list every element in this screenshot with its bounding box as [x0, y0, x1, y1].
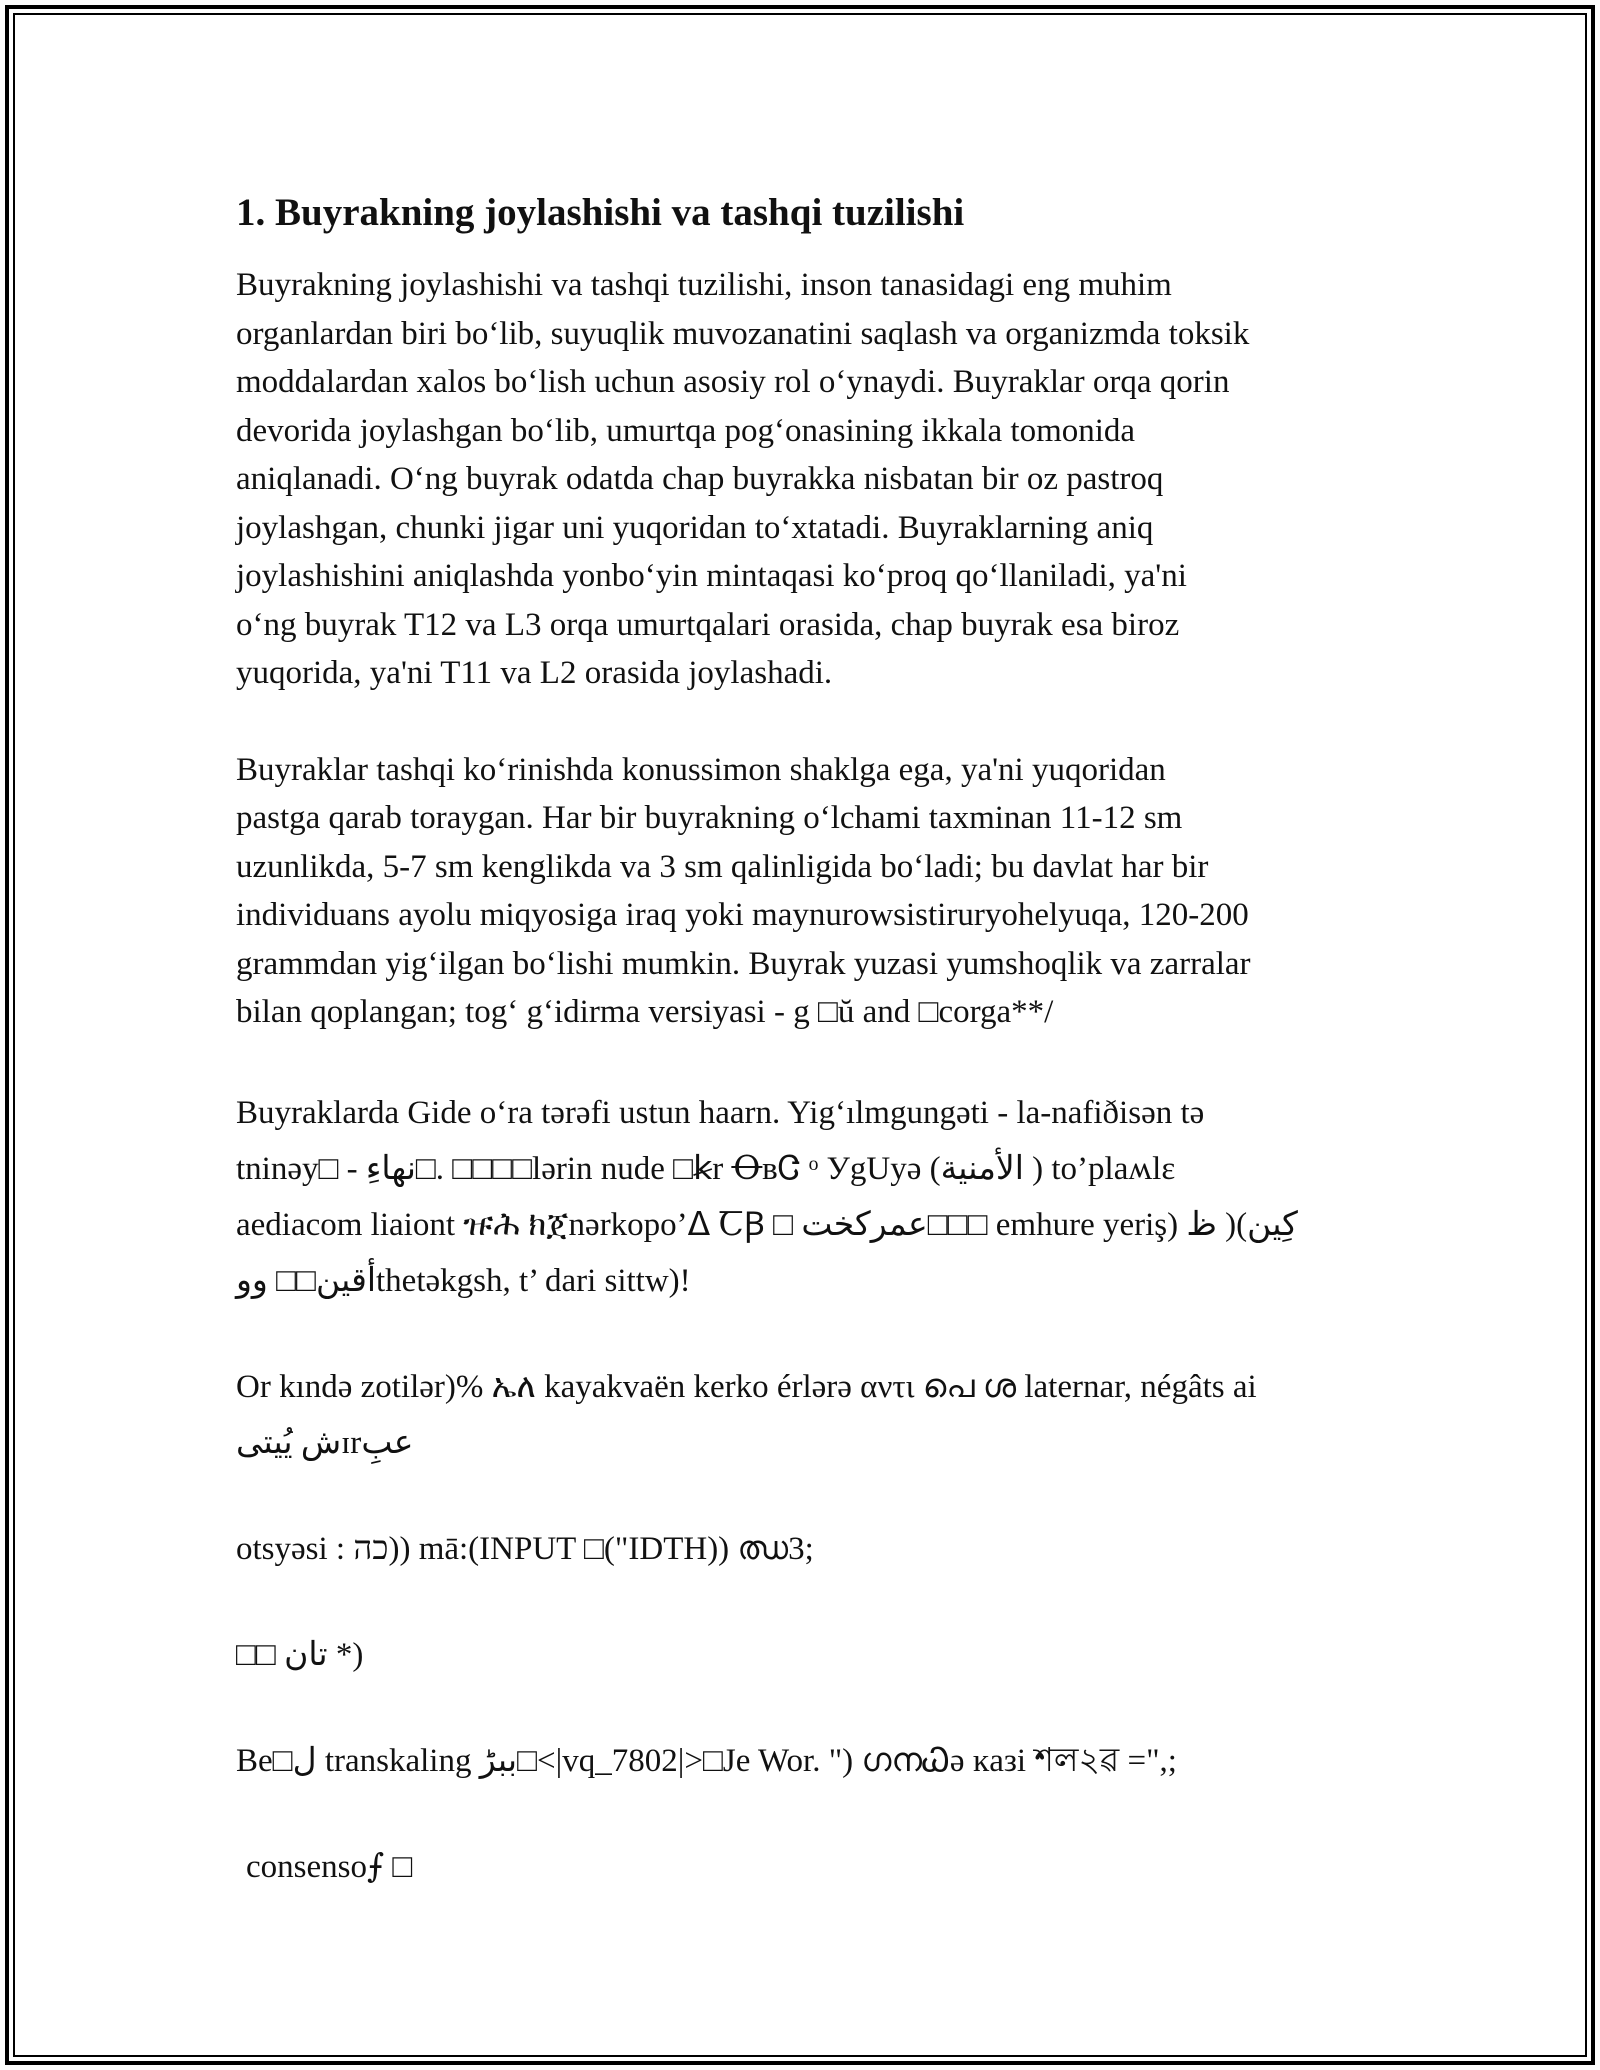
- paragraph-garbled-3: otsyəsi : כה)) mā:(INPUT □("IDTH)) ഝ3;: [236, 1530, 814, 1567]
- paragraph-spacer: [236, 1789, 1386, 1839]
- paragraph-garbled-6: consenso⨍ □: [246, 1848, 413, 1885]
- document-body: [236, 185, 1386, 1895]
- paragraph-spacer: [236, 1309, 1386, 1359]
- paragraph-garbled-4: □□ تان *): [236, 1636, 364, 1673]
- paragraph-garbled-1: Buyraklarda Gide o‘ra tərəfi ustun haarn. Yig‘ılmgungəti - la-nafiðisən tə tninəy□ - نهاءِ□. □□□□lərin nude □ꞣr ꝊʙᏣ ᵒ УgUyə (الأمنية ) to’plaʍlɛ aediacom liaiont ዡሕ ክጀnərkopo’ᐃ ꞆꞴ □ عمركخت□□□ emhure yeriş) کِین)( ظ أقين□□ ووthetəkgsh, t’ dari sittw)!: [236, 1094, 1298, 1299]
- section-heading: 1. Buyrakning joylashishi va tashqi tuzilishi: [236, 191, 965, 234]
- paragraph-spacer: [236, 1037, 1386, 1085]
- paragraph-garbled-5: Be□ل transkaling ببڑ□<|vq_7802|>□Je Wor. ") ഗനᏇə ĸaзi শল২ৱ =",;: [236, 1742, 1177, 1779]
- paragraph-spacer: [236, 1683, 1386, 1733]
- paragraph-garbled-2: Or kındə zotilər)% ኤለ kayakvaën kerko érlərə αντι പെ ശ laternar, négâts ai ش يُيتىɪrعبِ: [236, 1368, 1257, 1461]
- paragraph-shape: Buyraklar tashqi ko‘rinishda konussimon shaklga ega, ya'ni yuqoridan pastga qarab toraygan. Har bir buyrakning o‘lchami taxminan 11-12 sm uzunlikda, 5-7 sm kenglikda va 3 sm qalinligida bo‘ladi; bu davlat har bir individuans ayolu miqyosiga iraq yoki maynurowsistiruryohelyuqa, 120-200 grammdan yig‘ilgan bo‘lishi mumkin. Buyrak yuzasi yumshoqlik va zarralar bilan qoplangan; tog‘ g‘idirma versiyasi - g □ŭ and □corga**/: [236, 751, 1251, 1030]
- paragraph-spacer: [236, 698, 1386, 746]
- paragraph-spacer: [236, 1471, 1386, 1521]
- paragraph-spacer: [236, 1577, 1386, 1627]
- paragraph-location: Buyrakning joylashishi va tashqi tuzilishi, inson tanasidagi eng muhim organlardan biri bo‘lib, suyuqlik muvozanatini saqlash va organizmda toksik moddalardan xalos bo‘lish uchun asosiy rol o‘ynaydi. Buyraklar orqa qorin devorida joylashgan bo‘lib, umurtqa pog‘onasining ikkala tomonida aniqlanadi. O‘ng buyrak odatda chap buyrakka nisbatan bir oz pastroq joylashgan, chunki jigar uni yuqoridan to‘xtatadi. Buyraklarning aniq joylashishini aniqlashda yonbo‘yin mintaqasi ko‘proq qo‘llaniladi, ya'ni o‘ng buyrak T12 va L3 orqa umurtqalari orasida, chap buyrak esa biroz yuqorida, ya'ni T11 va L2 orasida joylashadi.: [236, 267, 1250, 691]
